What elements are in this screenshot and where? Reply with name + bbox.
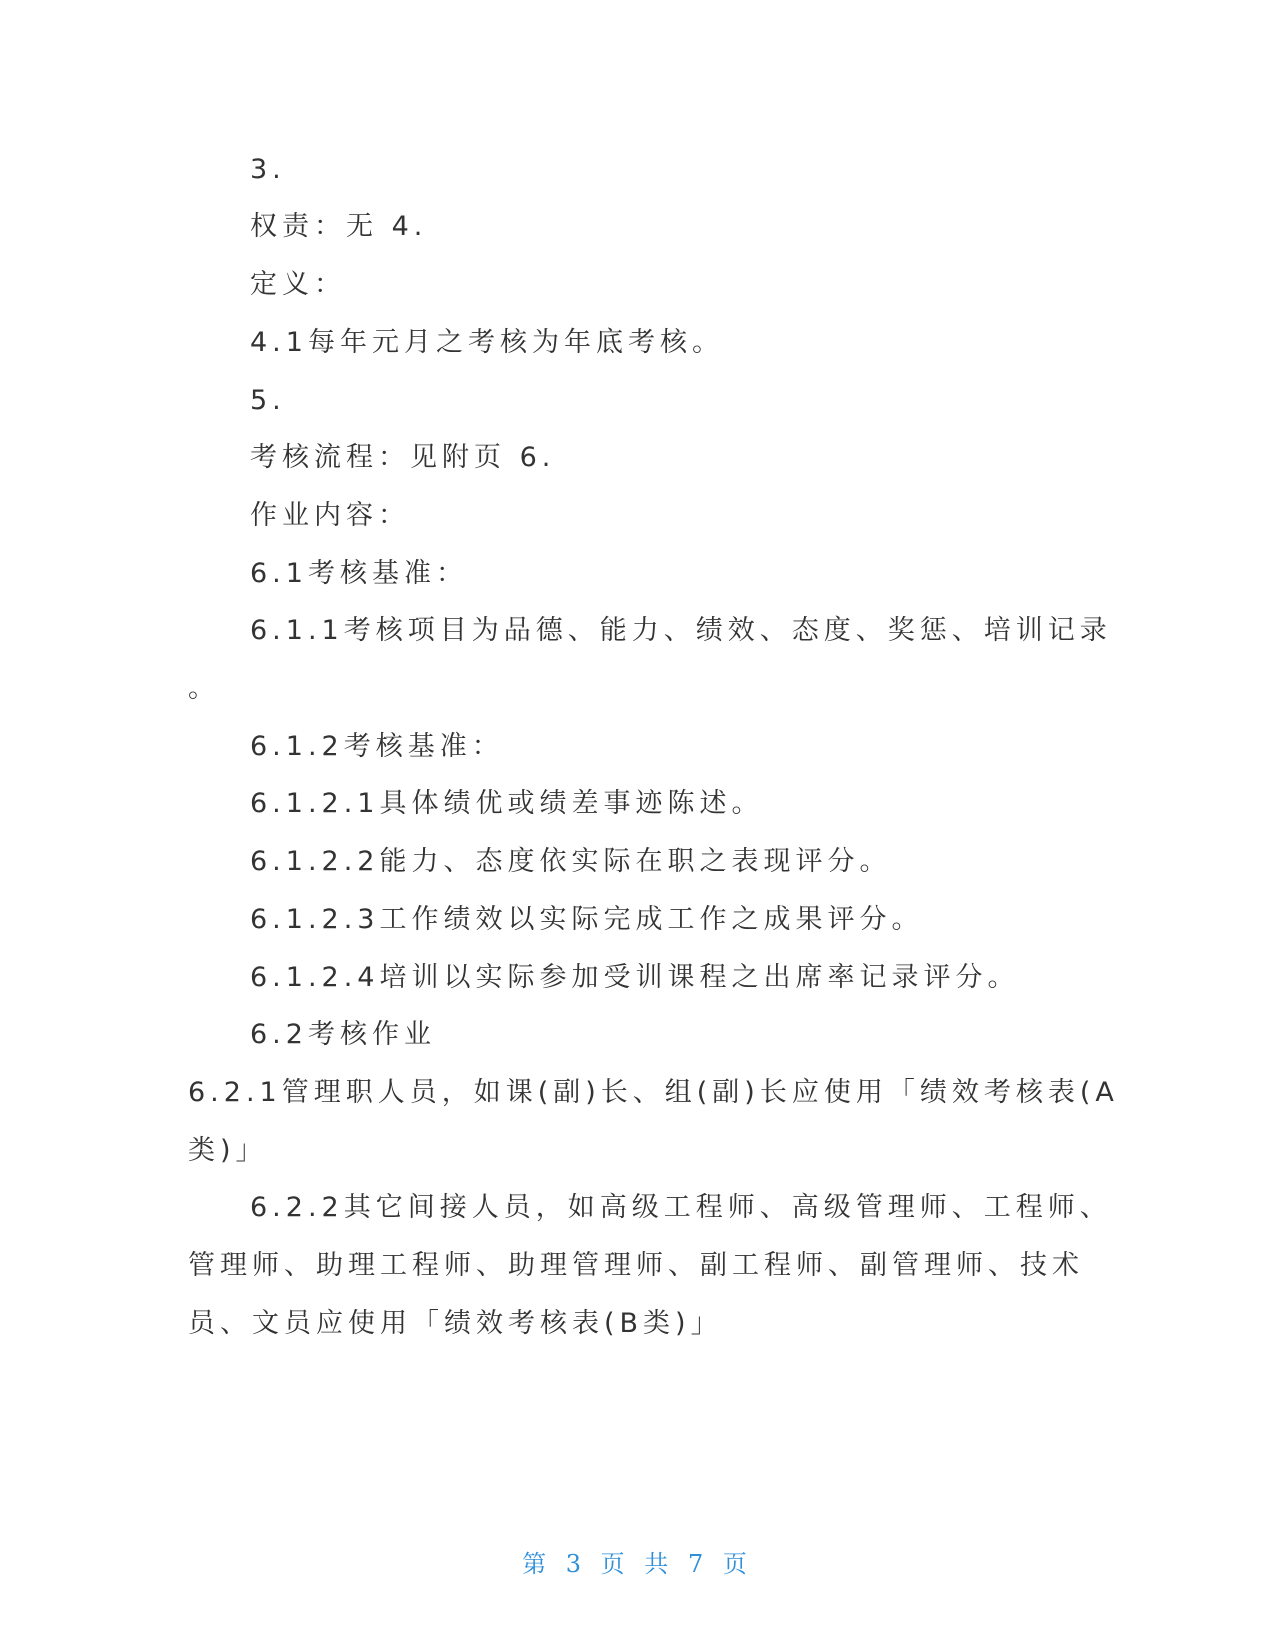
line-section-5: 5. xyxy=(250,385,286,416)
line-6-1-2-3: 6.1.2.3工作绩效以实际完成工作之成果评分。 xyxy=(250,904,924,935)
line-6-2-1: 6.2.1管理职人员，如课(副)长、组(副)长应使用「绩效考核表(A xyxy=(188,1077,1119,1108)
line-6-1-2-2: 6.1.2.2能力、态度依实际在职之表现评分。 xyxy=(250,846,892,877)
line-6-1: 6.1考核基准： xyxy=(250,558,468,589)
line-6-1-2-4: 6.1.2.4培训以实际参加受训课程之出席率记录评分。 xyxy=(250,962,1020,993)
line-4-1: 4.1每年元月之考核为年底考核。 xyxy=(250,327,724,358)
line-6-2-2: 6.2.2其它间接人员，如高级工程师、高级管理师、工程师、 xyxy=(250,1192,1112,1223)
line-section-3: 3. xyxy=(250,154,286,185)
line-6-1-2-1: 6.1.2.1具体绩优或绩差事迹陈述。 xyxy=(250,788,764,819)
line-6-2: 6.2考核作业 xyxy=(250,1019,436,1050)
line-process: 考核流程：见附页 6. xyxy=(250,442,556,473)
line-6-2-2-cont-1: 管理师、助理工程师、助理管理师、副工程师、副管理师、技术 xyxy=(188,1250,1084,1281)
line-responsibility: 权责：无 4. xyxy=(250,211,428,242)
line-6-2-1-cont: 类)」 xyxy=(188,1135,268,1166)
line-6-1-2: 6.1.2考核基准： xyxy=(250,731,504,762)
line-6-1-1-end: 。 xyxy=(188,673,220,704)
page-number-footer: 第 3 页 共 7 页 xyxy=(522,1550,753,1578)
line-6-2-2-cont-2: 员、文员应使用「绩效考核表(B类)」 xyxy=(188,1308,723,1339)
line-definition: 定义： xyxy=(250,269,346,300)
line-6-1-1: 6.1.1考核项目为品德、能力、绩效、态度、奖惩、培训记录 xyxy=(250,615,1112,646)
line-work-content: 作业内容： xyxy=(250,500,410,531)
